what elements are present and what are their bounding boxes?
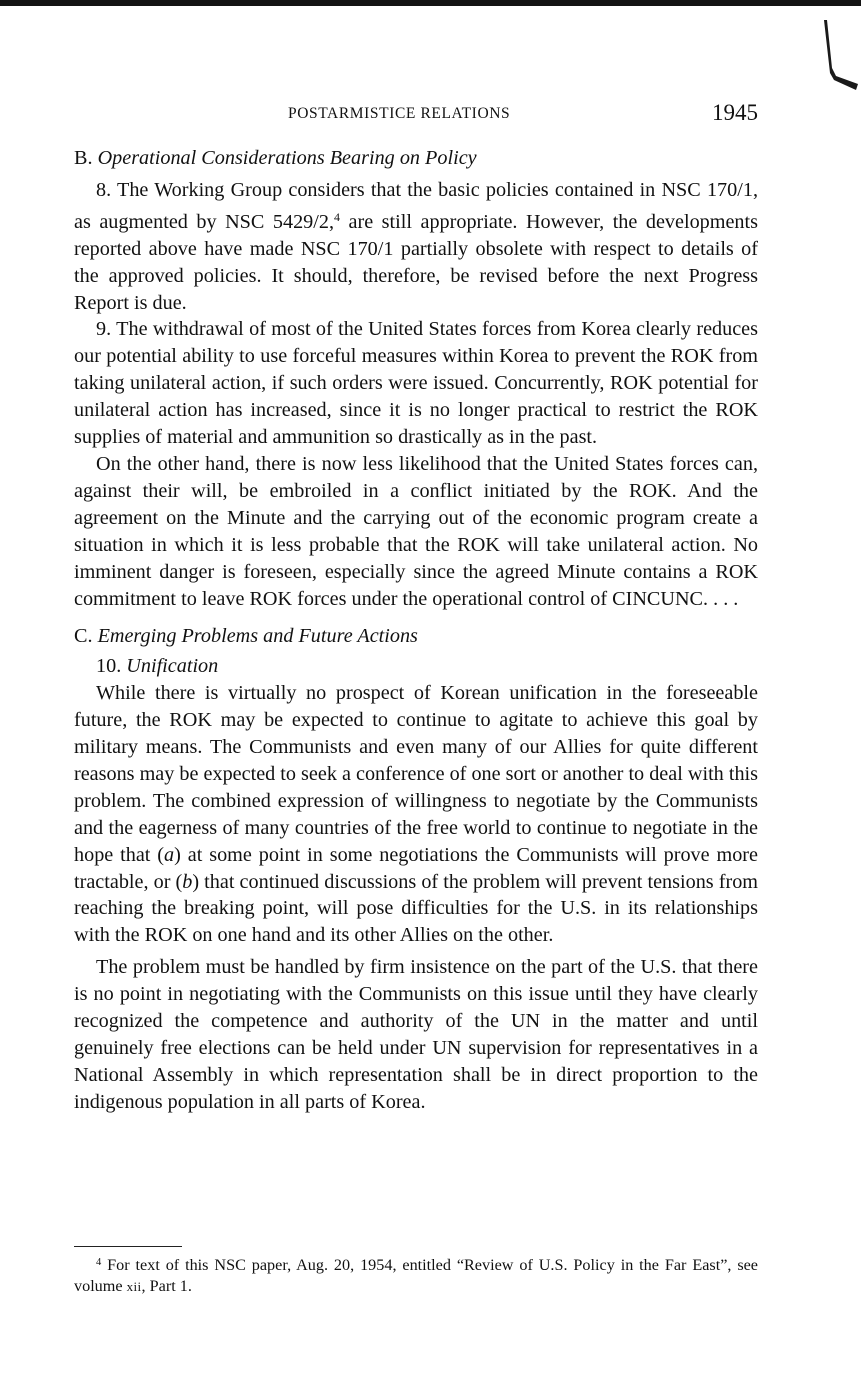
section-b-letter: B. (74, 147, 93, 169)
paragraph-9: 9. The withdrawal of most of the United States forces from Korea clearly reduces our potential ability to use forceful measures within Korea to prevent the ROK from taking unilateral action, if such orders were issued. Concurrently, ROK potential for unilateral action has increased, since it is no longer practical to restrict the ROK supplies of material and ammunition so drastically as in the past. (74, 318, 758, 449)
subheading-10-title: Unification (126, 655, 219, 678)
paragraph-8 (74, 177, 758, 317)
subheading-10-number: 10. (96, 655, 122, 678)
page-corner-mark (820, 18, 860, 98)
paragraph-other-hand: On the other hand, there is now less likelihood that the United States forces can, against their will, be embroiled in a conflict initiated by the ROK. And the agreement on the Minute and the carrying out of the economic program create a situation in which it is less probable that the ROK will take unilateral action. No imminent danger is foreseen, especially since the agreed Minute contains a ROK commitment to leave ROK forces under the operational control of CINCUNC. . . . (74, 452, 758, 610)
section-c-letter: C. (74, 625, 93, 648)
section-b-title: Operational Considerations Bearing on Policy (97, 147, 477, 169)
unification-text-1: While there is virtually no prospect of Korean unification in the foreseeable future, the ROK may be expected to continue to agitate to achieve this goal by military means. The Communists and even many of our Allies for quite different reasons may be expected to seek a conference of one sort or another to deal with this problem. The combined expression of willingness to negotiate by the Communists and the eagerness of many countries of the free world to continue to negotiate in the hope that ( (74, 682, 758, 866)
running-header (74, 100, 758, 130)
subheading-10 (74, 653, 758, 680)
section-heading-b (74, 145, 758, 172)
footnote-volume: xii (126, 1279, 142, 1294)
page-number: 1945 (712, 100, 758, 125)
section-c-title: Emerging Problems and Future Actions (97, 625, 418, 648)
footnote-text: For text of this NSC paper, Aug. 20, 1954, entitled “Review of U.S. Policy in the Far East”, see volume (74, 1256, 758, 1295)
footnote-text-end: , Part 1. (141, 1277, 192, 1295)
running-title: POSTARMISTICE RELATIONS (288, 105, 511, 122)
unification-text-2: ) at some point in some negotiations the Communists will prove more tractable, or ( (74, 843, 758, 893)
paragraph-unification (74, 680, 758, 949)
top-edge-rule (0, 0, 861, 6)
paragraph-8-text-cont: are still appropriate. However, the developments reported above have made NSC 170/1 partially obsolete with respect to details of the approved policies. It should, therefore, be revised before the next Progress Report is due. (74, 210, 758, 314)
footnote-rule (74, 1246, 182, 1247)
unification-item-b: b (182, 870, 193, 893)
footnote-4 (74, 1252, 758, 1297)
footnote-marker: 4 (96, 1257, 102, 1268)
section-heading-c (74, 623, 758, 650)
page-body (74, 145, 758, 1116)
footnote-reference: 4 (334, 209, 341, 224)
paragraph-8-text: 8. The Working Group considers that the basic policies contained in NSC 170/1, as augmented by NSC 5429/2, (74, 178, 758, 233)
unification-text-3: ) that continued discussions of the problem will prevent tensions from reaching the breaking point, will pose difficulties for the U.S. in its relationships with the ROK on one hand and its other Allies on the other. (74, 870, 758, 947)
unification-item-a: a (164, 843, 175, 866)
paragraph-problem: The problem must be handled by firm insistence on the part of the U.S. that there is no point in negotiating with the Communists on this issue until they have clearly recognized the competence and authority of the UN in the matter and until genuinely free elections can be held under UN supervision for representatives in a National Assembly in which representation shall be in direct proportion to the indigenous population in all parts of Korea. (74, 956, 758, 1113)
